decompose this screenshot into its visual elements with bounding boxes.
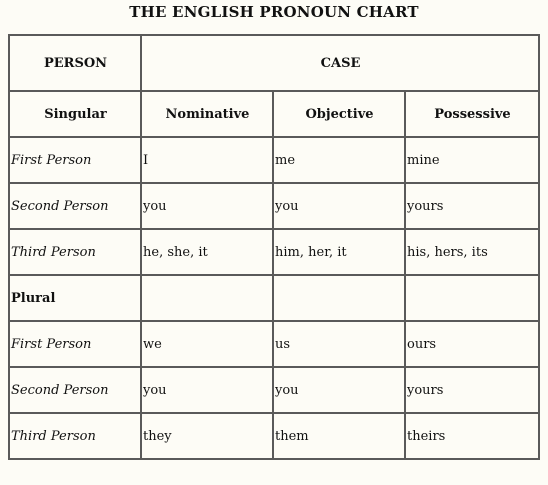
empty-cell bbox=[273, 275, 405, 321]
possessive-cell: yours bbox=[405, 183, 539, 229]
nominative-cell: you bbox=[141, 183, 273, 229]
table-row bbox=[9, 321, 539, 367]
table-row bbox=[9, 413, 539, 459]
person-cell: Second Person bbox=[9, 183, 141, 229]
person-cell: First Person bbox=[9, 321, 141, 367]
objective-cell: you bbox=[273, 367, 405, 413]
pronoun-table bbox=[8, 34, 540, 460]
objective-cell: him, her, it bbox=[273, 229, 405, 275]
nominative-cell: I bbox=[141, 137, 273, 183]
empty-cell bbox=[141, 275, 273, 321]
table-row bbox=[9, 229, 539, 275]
table-row bbox=[9, 367, 539, 413]
nominative-cell: you bbox=[141, 367, 273, 413]
possessive-cell: ours bbox=[405, 321, 539, 367]
person-cell: Third Person bbox=[9, 229, 141, 275]
plural-group-row bbox=[9, 275, 539, 321]
nominative-header: Nominative bbox=[141, 91, 273, 137]
possessive-cell: his, hers, its bbox=[405, 229, 539, 275]
nominative-cell: we bbox=[141, 321, 273, 367]
possessive-cell: theirs bbox=[405, 413, 539, 459]
empty-cell bbox=[405, 275, 539, 321]
page-title: THE ENGLISH PRONOUN CHART bbox=[129, 3, 419, 21]
table-row bbox=[9, 137, 539, 183]
nominative-cell: he, she, it bbox=[141, 229, 273, 275]
objective-header: Objective bbox=[273, 91, 405, 137]
case-header: CASE bbox=[141, 35, 539, 91]
header-row bbox=[9, 35, 539, 91]
table-row bbox=[9, 183, 539, 229]
person-cell: First Person bbox=[9, 137, 141, 183]
possessive-cell: yours bbox=[405, 367, 539, 413]
possessive-header: Possessive bbox=[405, 91, 539, 137]
nominative-cell: they bbox=[141, 413, 273, 459]
objective-cell: them bbox=[273, 413, 405, 459]
person-header: PERSON bbox=[9, 35, 141, 91]
person-cell: Third Person bbox=[9, 413, 141, 459]
plural-label: Plural bbox=[9, 275, 141, 321]
singular-header: Singular bbox=[9, 91, 141, 137]
objective-cell: you bbox=[273, 183, 405, 229]
subheader-row bbox=[9, 91, 539, 137]
objective-cell: me bbox=[273, 137, 405, 183]
possessive-cell: mine bbox=[405, 137, 539, 183]
person-cell: Second Person bbox=[9, 367, 141, 413]
objective-cell: us bbox=[273, 321, 405, 367]
